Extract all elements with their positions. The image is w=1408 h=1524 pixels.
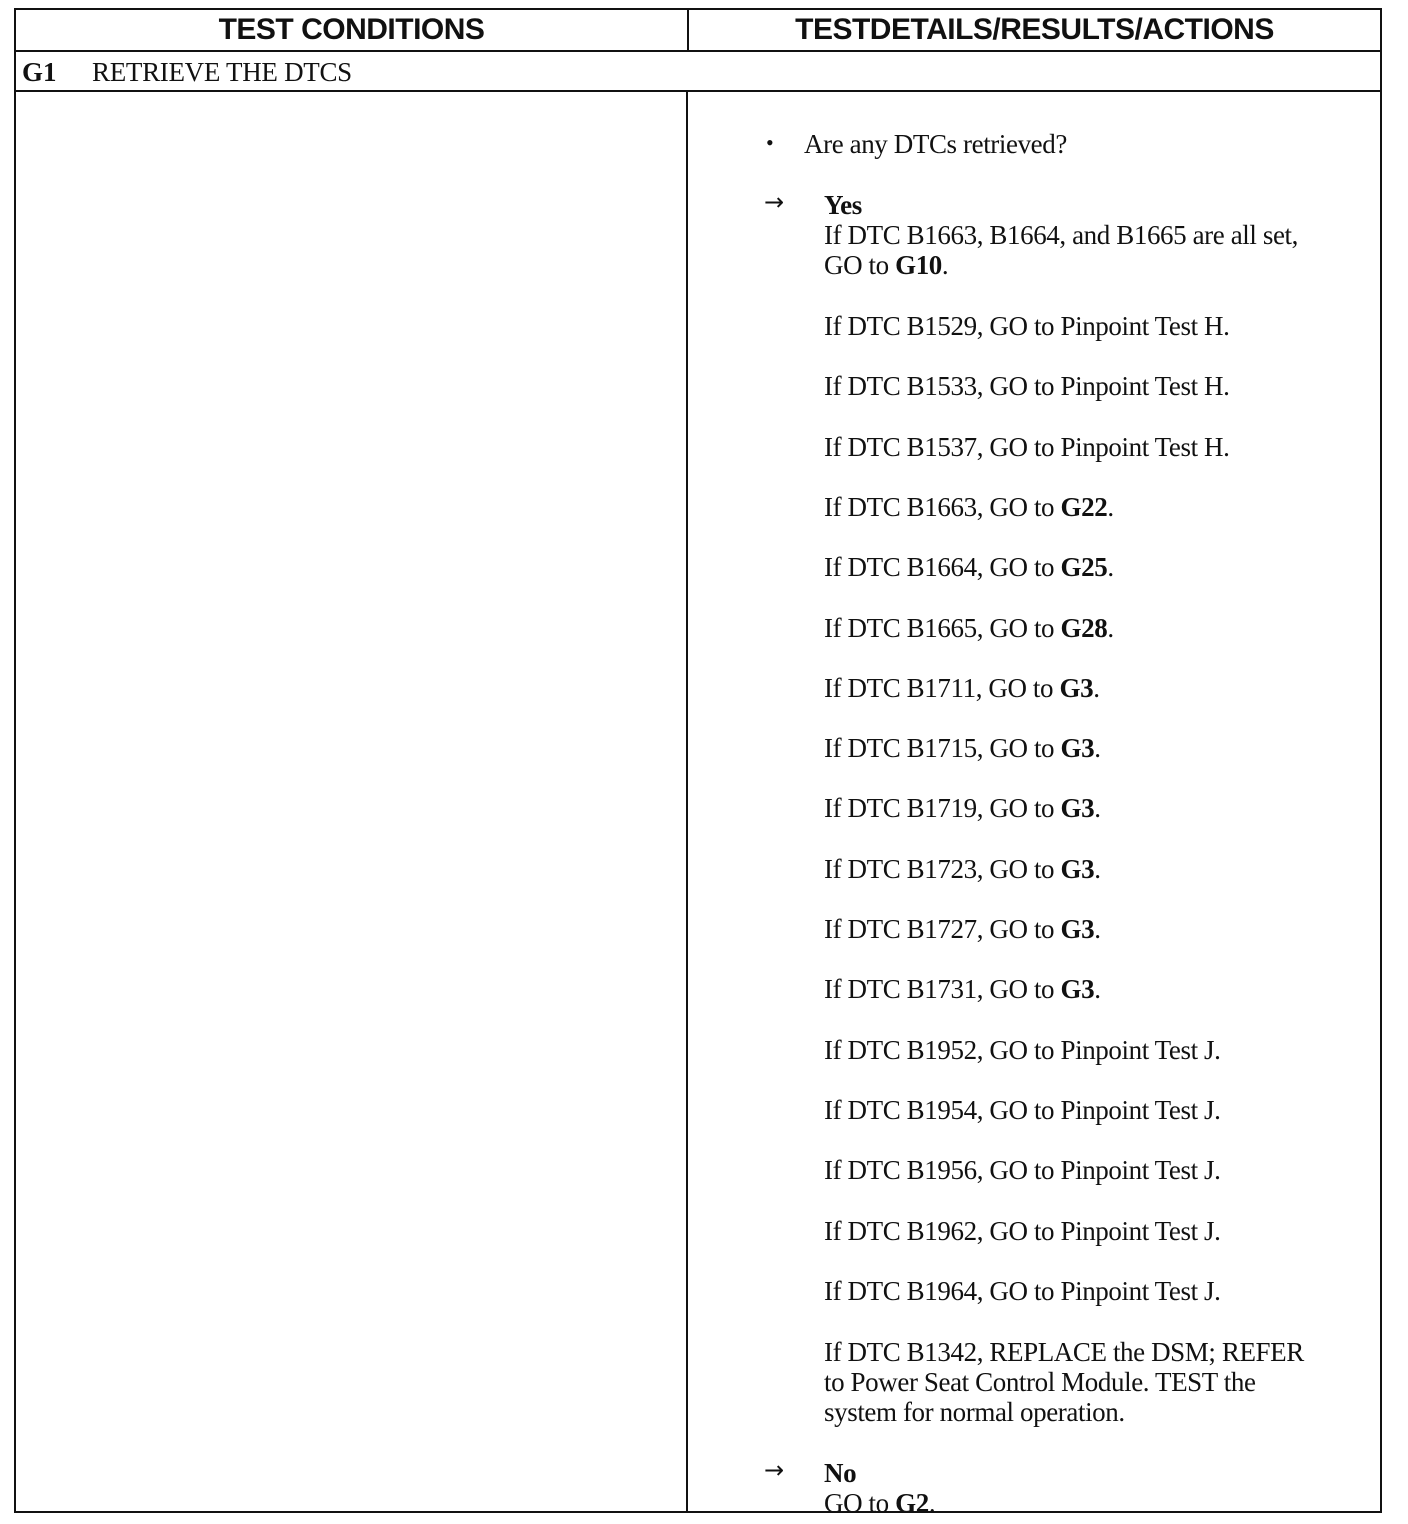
no-label: No bbox=[824, 1458, 857, 1488]
yes-action-item: If DTC B1964, GO to Pinpoint Test J. bbox=[824, 1276, 1221, 1306]
yes-action-item: If DTC B1962, GO to Pinpoint Test J. bbox=[824, 1216, 1221, 1246]
yes-last-line1: If DTC B1342, REPLACE the DSM; REFER bbox=[824, 1337, 1304, 1367]
header-test-details: TESTDETAILS/RESULTS/ACTIONS bbox=[795, 13, 1274, 46]
step-row bbox=[16, 52, 1380, 92]
step-id: G1 bbox=[22, 57, 57, 87]
test-table bbox=[14, 8, 1382, 1518]
yes-arrow-icon: → bbox=[764, 188, 785, 216]
yes-action-item: If DTC B1952, GO to Pinpoint Test J. bbox=[824, 1035, 1221, 1065]
bullet-icon: • bbox=[766, 130, 774, 155]
yes-action-item: If DTC B1711, GO to G3. bbox=[824, 673, 1100, 703]
yes-action-item: If DTC B1727, GO to G3. bbox=[824, 914, 1101, 944]
yes-action-item: If DTC B1537, GO to Pinpoint Test H. bbox=[824, 432, 1230, 462]
table-header-row bbox=[16, 10, 1380, 52]
yes-last-line2: to Power Seat Control Module. TEST the bbox=[824, 1367, 1256, 1397]
no-action: GO to G2. bbox=[824, 1488, 936, 1518]
yes-action-item: If DTC B1533, GO to Pinpoint Test H. bbox=[824, 371, 1230, 401]
yes-action-item: If DTC B1715, GO to G3. bbox=[824, 733, 1101, 763]
header-test-conditions: TEST CONDITIONS bbox=[16, 10, 689, 50]
yes-action-item: If DTC B1664, GO to G25. bbox=[824, 552, 1114, 582]
yes-last-line3: system for normal operation. bbox=[824, 1397, 1125, 1427]
step-title: RETRIEVE THE DTCS bbox=[92, 57, 352, 87]
test-conditions-cell bbox=[16, 92, 688, 1511]
yes-action-item: If DTC B1956, GO to Pinpoint Test J. bbox=[824, 1155, 1221, 1185]
yes-action-item: If DTC B1719, GO to G3. bbox=[824, 793, 1101, 823]
yes-action-item: If DTC B1663, GO to G22. bbox=[824, 492, 1114, 522]
yes-action-item: If DTC B1731, GO to G3. bbox=[824, 974, 1101, 1004]
yes-action-item: If DTC B1529, GO to Pinpoint Test H. bbox=[824, 311, 1230, 341]
yes-action-item: If DTC B1665, GO to G28. bbox=[824, 613, 1114, 643]
question-text: Are any DTCs retrieved? bbox=[804, 129, 1067, 159]
yes-first-line2: GO to G10. bbox=[824, 250, 949, 280]
yes-first-line1: If DTC B1663, B1664, and B1665 are all set, bbox=[824, 220, 1298, 250]
no-arrow-icon: → bbox=[764, 1456, 785, 1484]
yes-label: Yes bbox=[824, 190, 862, 220]
yes-action-item: If DTC B1954, GO to Pinpoint Test J. bbox=[824, 1095, 1221, 1125]
test-details-cell bbox=[688, 92, 1380, 1518]
yes-action-item: If DTC B1723, GO to G3. bbox=[824, 854, 1101, 884]
